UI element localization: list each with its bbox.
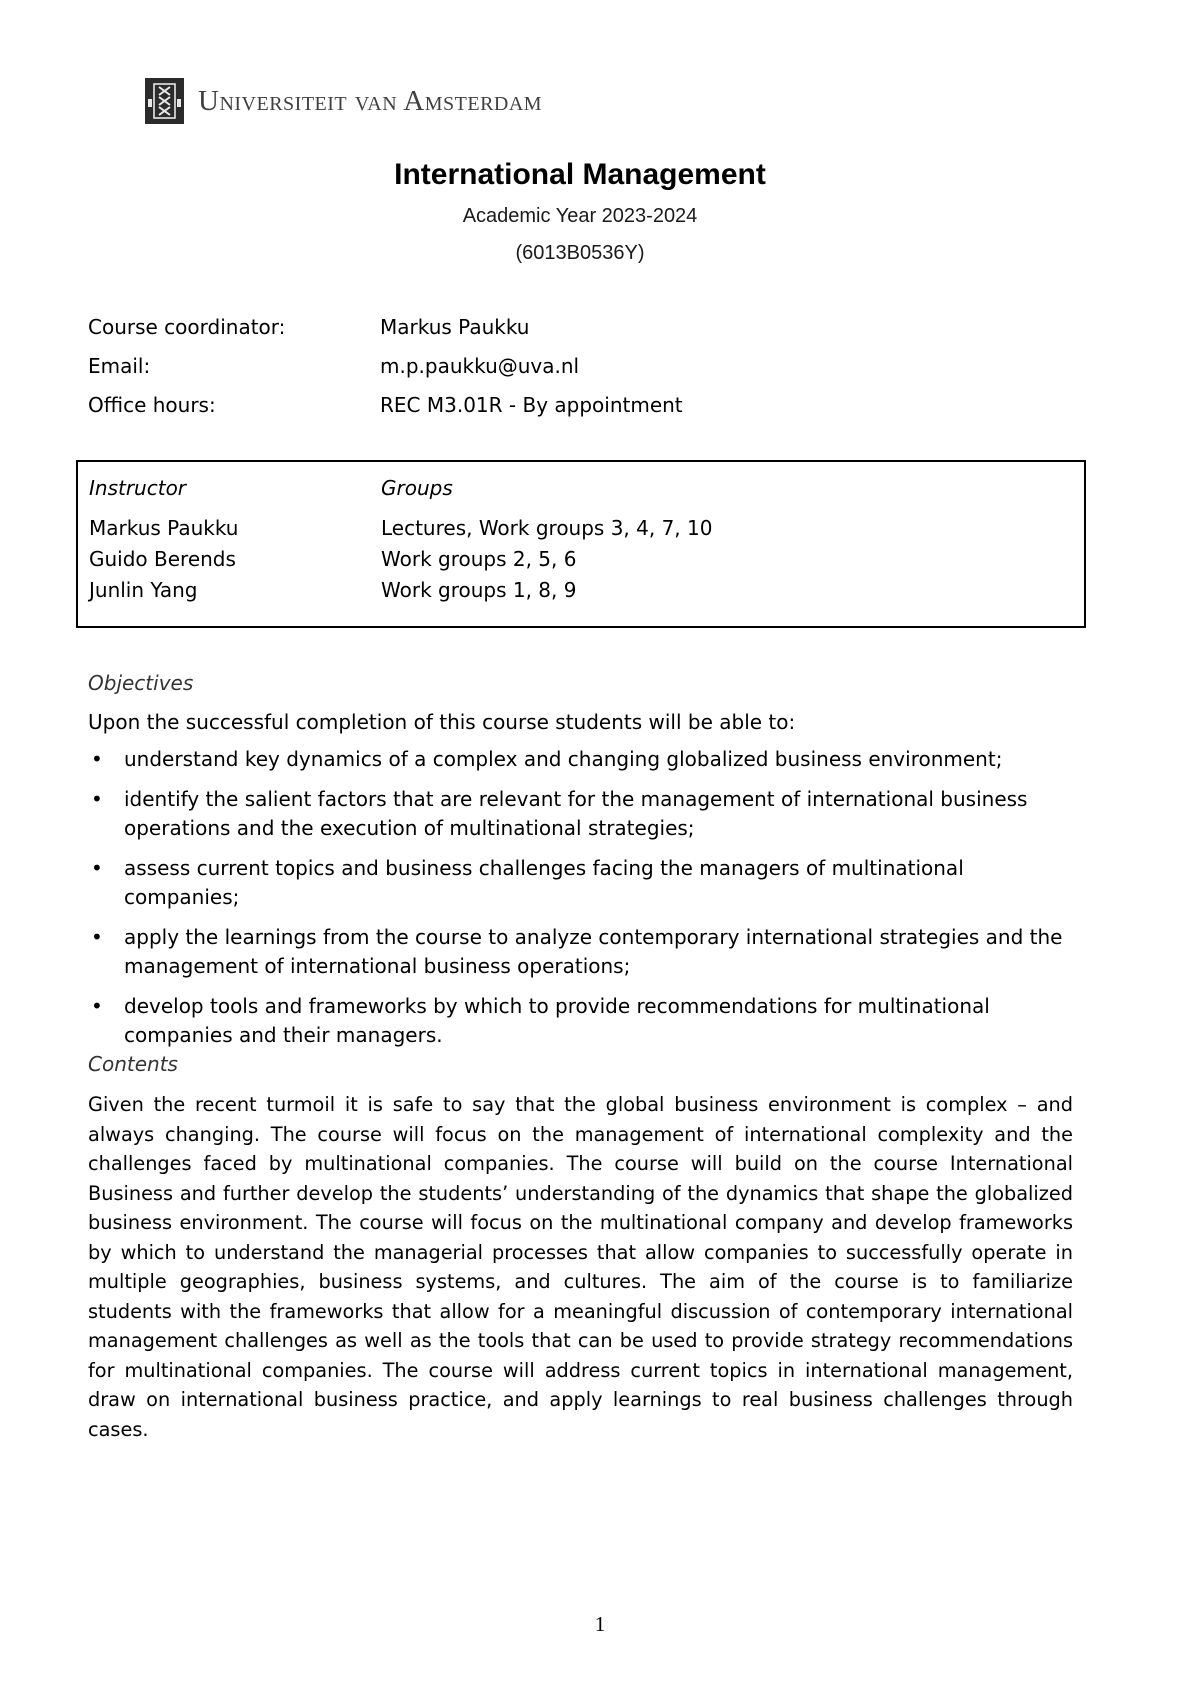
uva-crest-icon: [145, 78, 184, 124]
course-code: (6013B0536Y): [515, 242, 645, 264]
list-item: • identify the salient factors that are relevant for the management of international business operations and the execution of multinational strategies;: [88, 785, 1078, 843]
academic-year: Academic Year 2023-2024: [462, 205, 698, 227]
page-number: 1: [594, 1612, 606, 1636]
contents-paragraph: Given the recent turmoil it is safe to say that the global business environment is complex – and always changing. The course will focus on the management of international complexity and the challenges faced by multinational companies. The course will build on the course International Business and further develop the students’ understanding of the dynamics that shape the globalized business environment. The course will focus on the multinational company and develop frameworks by which to understand the managerial processes that allow companies to successfully operate in multiple geographies, business systems, and cultures. The aim of the course is to familiarize students with the frameworks that allow for a meaningful discussion of contemporary international management challenges as well as the tools that can be used to provide strategy recommendations for multinational companies. The course will address current topics in international management, draw on international business practice, and apply learnings to real business challenges through cases.: [88, 1093, 1073, 1441]
contents-heading: Contents: [88, 1052, 178, 1076]
university-name: Universiteit van Amsterdam: [198, 84, 543, 117]
coordinator-row: [88, 313, 530, 341]
instructor-header: Instructor: [89, 476, 187, 500]
list-item: • apply the learnings from the course to analyze contemporary international strategies and the management of international business operations;: [88, 923, 1078, 981]
email-row: [88, 352, 580, 380]
objectives-heading: Objectives: [88, 671, 194, 695]
instructor-groups: Work groups 2, 5, 6: [381, 547, 577, 571]
office-hours-row: [88, 391, 683, 419]
objectives-list: [88, 745, 1078, 1061]
instructor-groups: Work groups 1, 8, 9: [381, 578, 577, 602]
office-hours-value: REC M3.01R - By appointment: [380, 393, 683, 417]
email-value[interactable]: m.p.paukku@uva.nl: [380, 354, 580, 378]
instructor-name: Markus Paukku: [89, 516, 239, 540]
list-item: • assess current topics and business challenges facing the managers of multinational companies;: [88, 854, 1078, 912]
document-title: International Management: [394, 158, 766, 191]
instructor-groups: Lectures, Work groups 3, 4, 7, 10: [381, 516, 713, 540]
university-logo: [145, 78, 542, 124]
objectives-intro: Upon the successful completion of this course students will be able to:: [88, 710, 796, 734]
email-label: Email:: [88, 354, 151, 378]
office-hours-label: Office hours:: [88, 393, 216, 417]
coordinator-value: Markus Paukku: [380, 315, 530, 339]
list-item: • understand key dynamics of a complex and changing globalized business environment;: [88, 745, 1078, 774]
instructor-table: [76, 460, 1086, 628]
instructor-name: Junlin Yang: [89, 578, 198, 602]
groups-header: Groups: [381, 476, 453, 500]
list-item: • develop tools and frameworks by which to provide recommendations for multinational companies and their managers.: [88, 992, 1078, 1050]
instructor-name: Guido Berends: [89, 547, 236, 571]
coordinator-label: Course coordinator:: [88, 315, 286, 339]
